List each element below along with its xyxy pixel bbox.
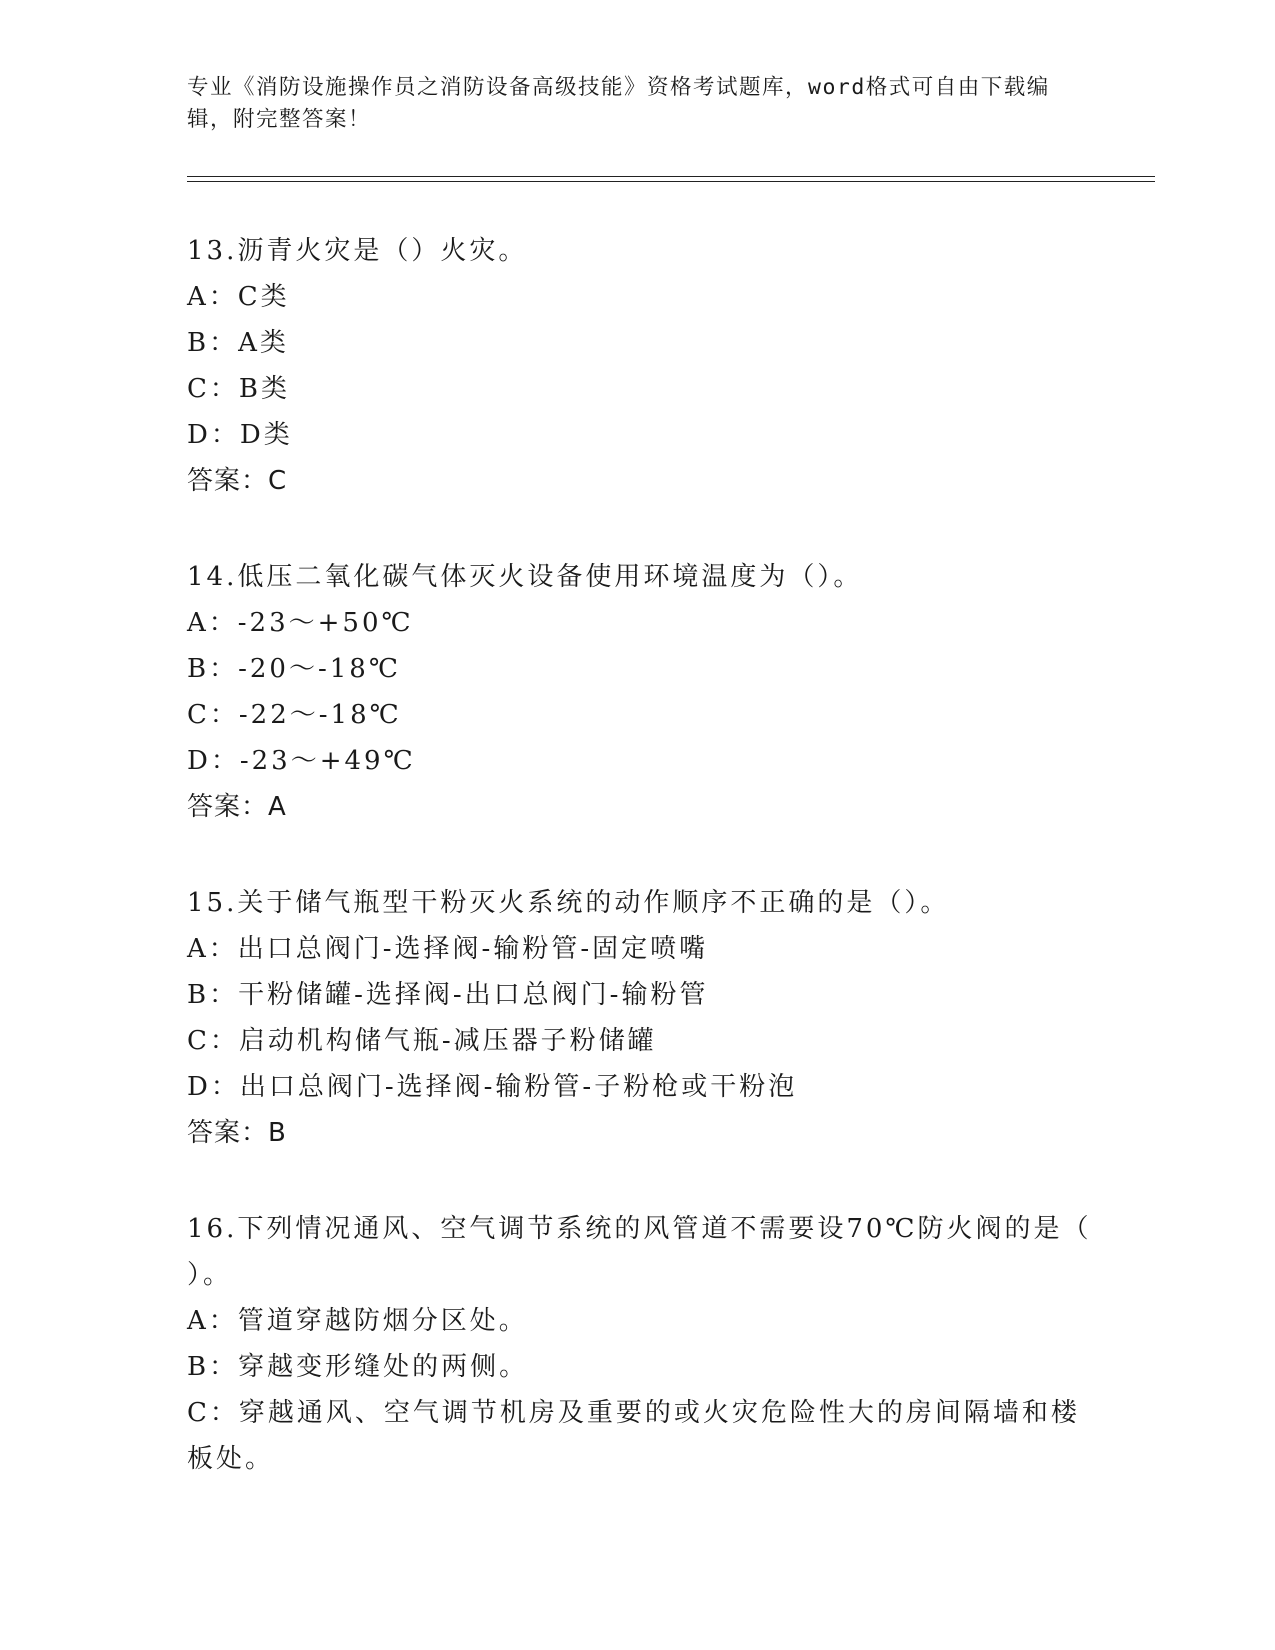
option-b: B：A类 [187,328,289,358]
option-a: A：C类 [187,282,290,312]
option-a: A：管道穿越防烟分区处。 [187,1306,528,1336]
question-16 [187,1206,1092,1482]
question-stem: 15.关于储气瓶型干粉灭火系统的动作顺序不正确的是（）。 [187,888,950,918]
option-c: C：启动机构储气瓶-减压器子粉储罐 [187,1026,657,1056]
document-header: 专业《消防设施操作员之消防设备高级技能》资格考试题库，word格式可自由下载编辑，附完整答案！ [187,75,1050,132]
option-c: C：穿越通风、空气调节机房及重要的或火灾危险性大的房间隔墙和楼 [187,1398,1080,1428]
answer: 答案：B [187,1118,287,1148]
question-stem: 14.低压二氧化碳气体灭火设备使用环境温度为（）。 [187,562,863,592]
option-d: D：出口总阀门-选择阀-输粉管-子粉枪或干粉泡 [187,1072,798,1102]
answer: 答案：C [187,466,288,496]
header-divider-top [187,176,1155,177]
answer: 答案：A [187,792,287,822]
question-stem: 13.沥青火灾是（）火灾。 [187,236,528,266]
question-13 [187,228,1087,504]
option-d: D：D类 [187,420,293,450]
option-a: A：出口总阀门-选择阀-输粉管-固定喷嘴 [187,934,709,964]
header-divider-bottom [187,181,1155,182]
question-15 [187,880,1087,1156]
question-stem: 16.下列情况通风、空气调节系统的风管道不需要设70℃防火阀的是（ [187,1214,1092,1244]
question-stem-continued: ）。 [187,1260,233,1290]
option-c: C：B类 [187,374,291,404]
option-b: B：干粉储罐-选择阀-出口总阀门-输粉管 [187,980,709,1010]
question-14 [187,554,1087,830]
option-d: D：-23～+49℃ [187,746,416,776]
option-b: B：-20～-18℃ [187,654,401,684]
option-c: C：-22～-18℃ [187,700,402,730]
option-a: A：-23～+50℃ [187,608,414,638]
option-c-continued: 板处。 [187,1444,275,1474]
option-b: B：穿越变形缝处的两侧。 [187,1352,529,1382]
